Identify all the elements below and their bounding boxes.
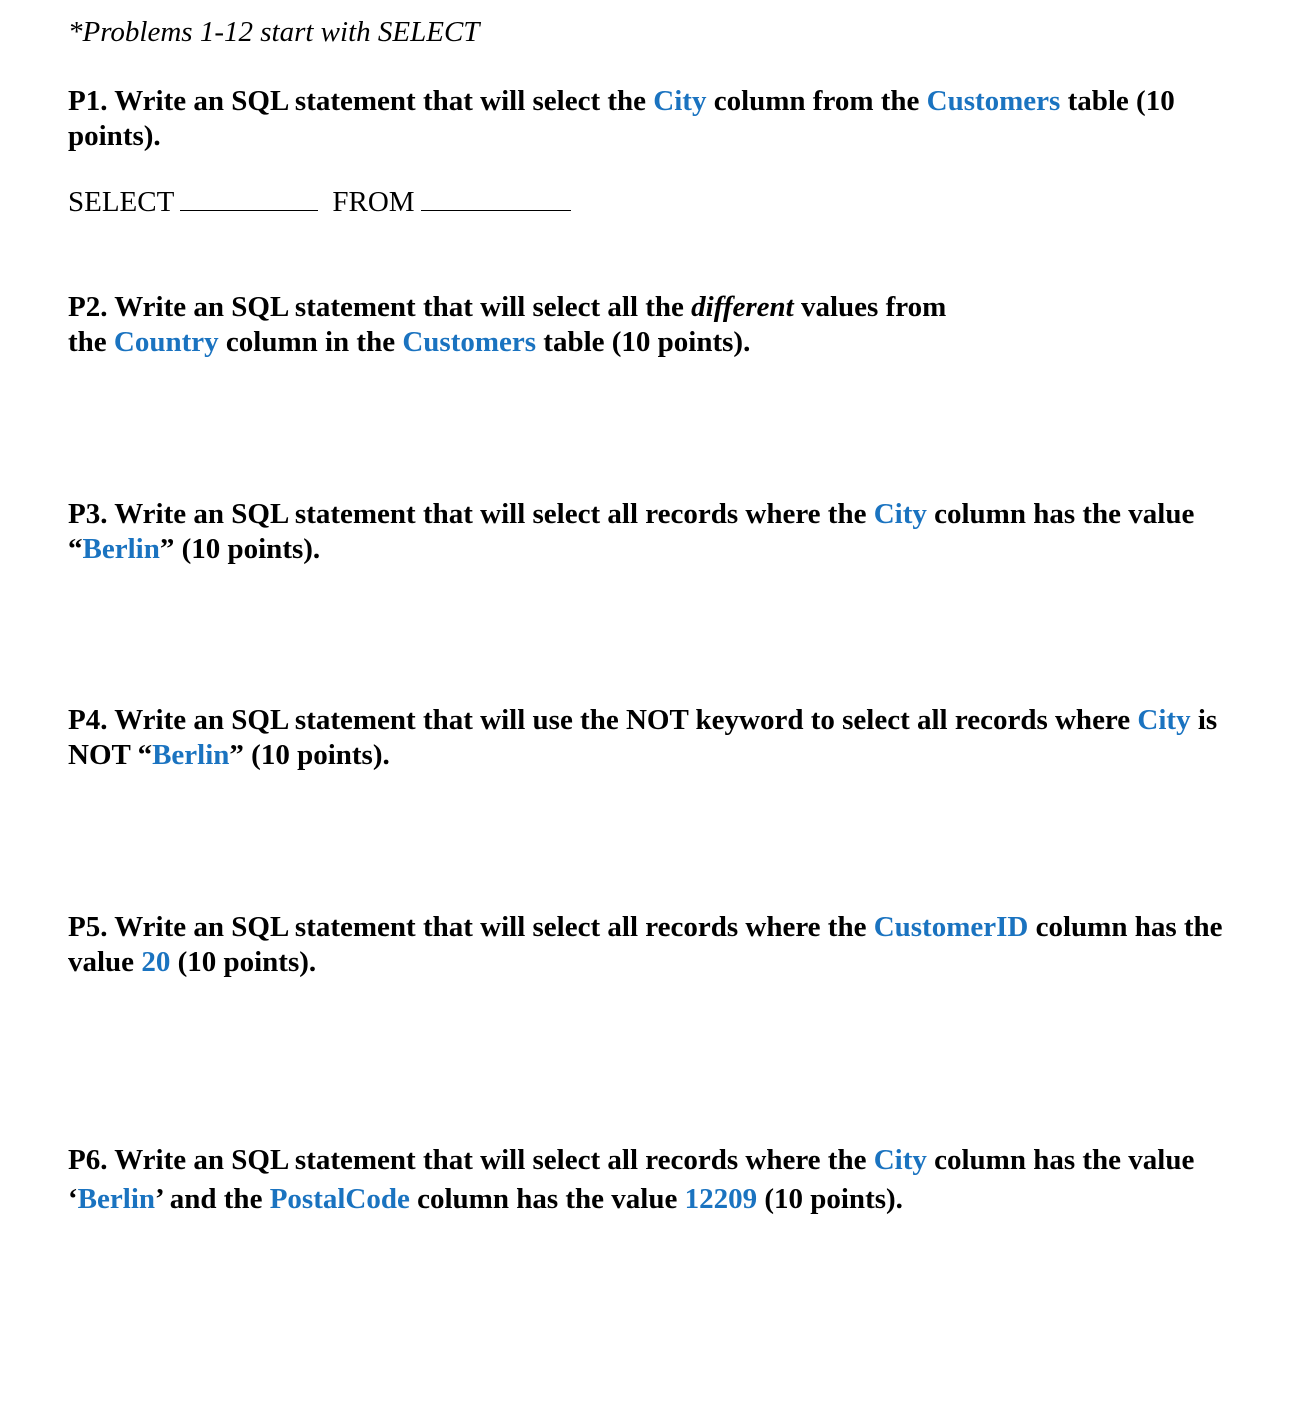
problem-1-text: P1. Write an SQL statement that will select the bbox=[68, 85, 654, 117]
problem-5-text: column has the value bbox=[68, 911, 1223, 978]
problem-1-text: column from the bbox=[706, 85, 927, 117]
problem-4-text: P4. Write an SQL statement that will use the NOT keyword to select all records where bbox=[68, 704, 1138, 736]
value-berlin: Berlin bbox=[152, 739, 230, 771]
select-keyword: SELECT bbox=[68, 186, 175, 218]
keyword-customerid: CustomerID bbox=[873, 911, 1029, 943]
problem-1 bbox=[68, 84, 1243, 154]
keyword-city: City bbox=[873, 498, 927, 530]
problem-5-text: P5. Write an SQL statement that will select all records where the bbox=[68, 911, 874, 943]
emphasis-different: different bbox=[691, 291, 794, 323]
problem-2-text: table (10 points). bbox=[536, 326, 751, 358]
keyword-customers: Customers bbox=[402, 326, 537, 358]
value-berlin: Berlin bbox=[77, 1183, 156, 1215]
problem-3-text: P3. Write an SQL statement that will select all records where the bbox=[68, 498, 874, 530]
problem-6-text: column has the value ‘ bbox=[68, 1144, 1195, 1215]
problem-3 bbox=[68, 497, 1243, 567]
problem-2-text: P2. Write an SQL statement that will select all the bbox=[68, 291, 692, 323]
problem-3-text: ” (10 points). bbox=[159, 533, 321, 565]
problem-4-text: ” (10 points). bbox=[229, 739, 390, 771]
problem-6 bbox=[68, 1141, 1243, 1219]
problem-6-text: column has the value bbox=[409, 1183, 685, 1215]
problem-4-text: is NOT “ bbox=[68, 704, 1218, 771]
problem-5-text: (10 points). bbox=[170, 946, 317, 978]
problem-2 bbox=[68, 290, 1243, 360]
keyword-postalcode: PostalCode bbox=[269, 1183, 410, 1215]
keyword-city: City bbox=[873, 1144, 927, 1176]
problem-5 bbox=[68, 910, 1243, 980]
from-keyword: FROM bbox=[332, 186, 415, 218]
keyword-country: Country bbox=[113, 326, 219, 358]
keyword-customers: Customers bbox=[926, 85, 1061, 117]
select-blank-line[interactable] bbox=[180, 190, 318, 211]
problem-3-text: column has the value “ bbox=[68, 498, 1195, 565]
keyword-city: City bbox=[1137, 704, 1191, 736]
problem-1-answer-template bbox=[68, 184, 571, 220]
value-20: 20 bbox=[141, 946, 171, 978]
problem-4 bbox=[68, 703, 1243, 773]
value-berlin: Berlin bbox=[82, 533, 160, 565]
problem-2-text: values from bbox=[793, 291, 947, 323]
problem-6-text: P6. Write an SQL statement that will select all records where the bbox=[68, 1144, 874, 1176]
problem-6-text: (10 points). bbox=[757, 1183, 903, 1215]
problem-2-text: column in the bbox=[218, 326, 403, 358]
instructions-note: *Problems 1-12 start with SELECT bbox=[68, 16, 480, 48]
value-12209: 12209 bbox=[684, 1183, 758, 1215]
keyword-city: City bbox=[653, 85, 707, 117]
problem-6-text: ’ and the bbox=[155, 1183, 270, 1215]
from-blank-line[interactable] bbox=[421, 190, 571, 211]
problem-1-text: table (10 points). bbox=[68, 85, 1175, 152]
problem-2-text: the bbox=[68, 326, 114, 358]
